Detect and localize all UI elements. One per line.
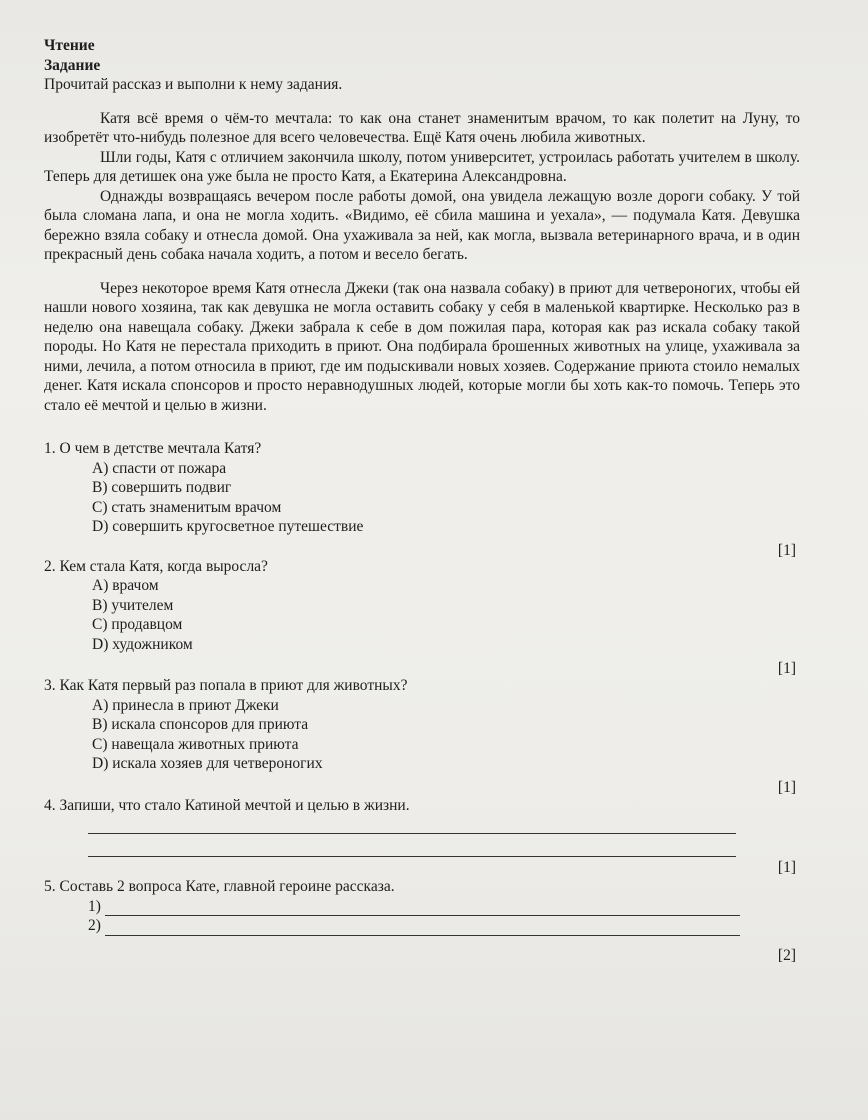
answer-row-1 [88, 897, 740, 917]
option-d[interactable]: D) совершить кругосветное путешествие [92, 518, 364, 535]
section-title-reading: Чтение [44, 37, 95, 54]
option-b[interactable]: B) искала спонсоров для приюта [92, 716, 309, 733]
question-5 [44, 877, 800, 964]
question-title: 2. Кем стала Катя, когда выросла? [44, 557, 268, 575]
option-c[interactable]: C) продавцом [92, 616, 183, 633]
question-title: 4. Запиши, что стало Катиной мечтой и целью в жизни. [44, 796, 410, 814]
option-b[interactable]: B) совершить подвиг [92, 479, 232, 496]
section-title-task: Задание [44, 56, 101, 74]
answer-line[interactable] [88, 815, 736, 834]
story-paragraph: Шли годы, Катя с отличием закончила школу, потом университет, устроилась работать учителем в школу. Теперь для детишек она уже была не просто Катя, а Екатерина Александровна. [44, 148, 800, 185]
answer-line[interactable] [105, 918, 740, 936]
instruction-text: Прочитай рассказ и выполни к нему задания. [44, 76, 343, 93]
answer-line[interactable] [88, 838, 736, 857]
answer-row-2 [88, 916, 740, 936]
question-4 [44, 796, 800, 876]
answer-line[interactable] [105, 898, 740, 916]
answer-number: 2) [88, 917, 101, 934]
question-3 [44, 676, 800, 796]
answer-number: 1) [88, 897, 101, 915]
question-1 [44, 439, 800, 559]
worksheet-content [44, 36, 800, 964]
story-paragraph: Через некоторое время Катя отнесла Джеки (так она назвала собаку) в приют для четвероногих, чтобы ей нашли нового хозяина, так как девушка не могла оставить собаку у себя в маленькой квартирке. Несколько раз в неделю она навещала собаку. Джеки забрала к себе в дом пожилая пара, которая как раз искала собаку такой породы. Но Катя не перестала приходить в приют. Она подбирала брошенных животных на улице, ухаживала за ними, лечила, а потом относила в приют, где им подыскивали новых хозяев. Содержание приюта стоило немалых денег. Катя искала спонсоров и просто неравнодушных людей, которые могли бы хоть как-то помочь. Теперь это стало её мечтой и целью в жизни. [44, 279, 800, 414]
option-a[interactable]: A) спасти от пожара [92, 459, 227, 477]
question-title: 3. Как Катя первый раз попала в приют для животных? [44, 677, 408, 694]
story-paragraph: Катя всё время о чём-то мечтала: то как она станет знаменитым врачом, то как полетит на Луну, то изобретёт что-нибудь полезное для всего человечества. Ещё Катя очень любила животных. [44, 109, 800, 146]
option-d[interactable]: D) искала хозяев для четвероногих [92, 755, 323, 772]
story-text [44, 109, 800, 416]
option-b[interactable]: B) учителем [92, 596, 174, 614]
question-title: 5. Составь 2 вопроса Кате, главной героине рассказа. [44, 878, 395, 895]
score-mark: [1] [777, 779, 796, 796]
option-d[interactable]: D) художником [92, 635, 193, 653]
question-title: 1. О чем в детстве мечтала Катя? [44, 440, 262, 457]
option-c[interactable]: C) навещала животных приюта [92, 735, 299, 753]
question-2 [44, 557, 800, 677]
story-paragraph: Однажды возвращаясь вечером после работы домой, она увидела лежащую возле дороги собаку. У той была сломана лапа, и она не могла ходить. «Видимо, её сбила машина и уехала», — подумала Катя. Девушка бережно взяла собаку и отнесла домой. Она ухаживала за ней, как могла, вызвала ветеринарного врача, и в один прекрасный день собака начала ходить, а потом и весело бегать. [44, 187, 800, 263]
score-mark: [2] [777, 947, 796, 964]
score-mark: [1] [777, 858, 796, 876]
option-a[interactable]: A) врачом [92, 577, 159, 594]
option-c[interactable]: C) стать знаменитым врачом [92, 498, 282, 516]
option-a[interactable]: A) принесла в приют Джеки [92, 696, 279, 714]
score-mark: [1] [777, 542, 796, 559]
score-mark: [1] [777, 659, 796, 677]
